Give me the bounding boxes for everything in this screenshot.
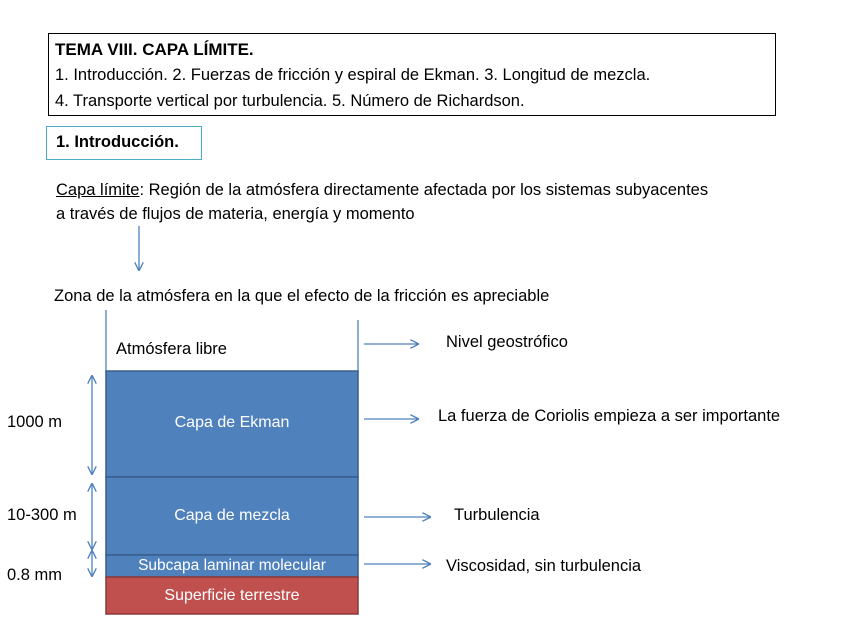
effect-label-ekman: La fuerza de Coriolis empieza a ser importante	[438, 407, 781, 425]
topic-line-2: 4. Transporte vertical por turbulencia. 5. Número de Richardson.	[55, 92, 525, 110]
topic-title: TEMA VIII. CAPA LÍMITE.	[55, 40, 254, 59]
definition-text-2: a través de flujos de materia, energía y momento	[56, 205, 415, 223]
section-label: 1. Introducción.	[56, 133, 179, 151]
zone-text: Zona de la atmósfera en la que el efecto de la fricción es apreciable	[54, 287, 550, 305]
effect-label-free: Nivel geostrófico	[446, 333, 568, 351]
mixing-layer-label: Capa de mezcla	[174, 507, 290, 524]
laminar-layer-label: Subcapa laminar molecular	[138, 557, 326, 574]
effect-label-laminar: Viscosidad, sin turbulencia	[446, 557, 642, 575]
effect-label-mixing: Turbulencia	[454, 506, 540, 524]
free-atmosphere-label: Atmósfera libre	[116, 340, 227, 358]
definition-text-1: : Región de la atmósfera directamente afectada por los sistemas subyacentes	[139, 181, 709, 199]
topic-line-1: 1. Introducción. 2. Fuerzas de fricción y espiral de Ekman. 3. Longitud de mezcla.	[55, 66, 651, 84]
height-label-mixing: 10-300 m	[7, 506, 77, 524]
height-label-laminar: 0.8 mm	[7, 566, 63, 584]
height-label-ekman: 1000 m	[7, 413, 63, 431]
definition-term: Capa límite	[56, 181, 140, 199]
ekman-layer-label: Capa de Ekman	[174, 414, 290, 431]
surface-layer-label: Superficie terrestre	[164, 587, 300, 604]
